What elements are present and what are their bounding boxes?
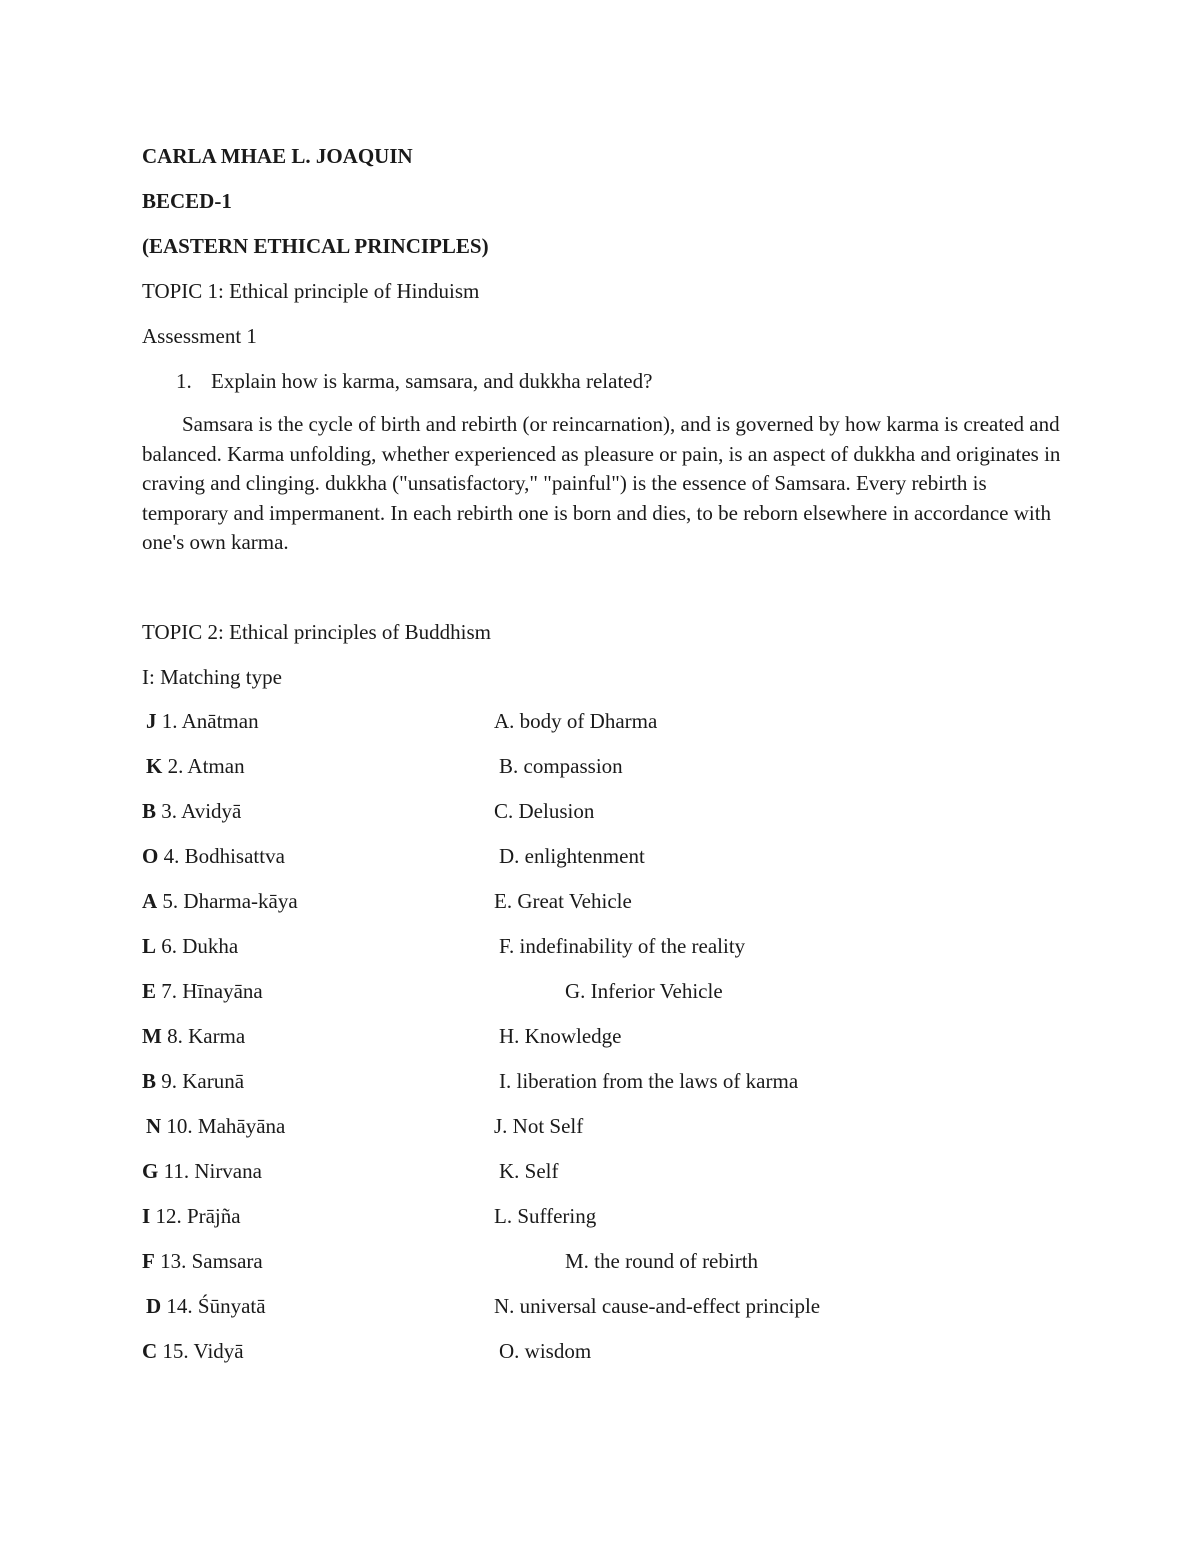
matching-item (142, 933, 238, 959)
matching-term: 5. Dharma-kāya (162, 889, 298, 913)
matching-option: C. Delusion (494, 799, 595, 823)
matching-answer: C (142, 1339, 158, 1363)
subject-title: (EASTERN ETHICAL PRINCIPLES) (142, 234, 489, 258)
matching-term: 3. Avidyā (161, 799, 242, 823)
matching-option: B. compassion (499, 754, 623, 778)
matching-option: G. Inferior Vehicle (565, 979, 723, 1003)
matching-answer: D (146, 1294, 162, 1318)
matching-type-label: I: Matching type (142, 665, 282, 689)
matching-item (142, 1158, 262, 1184)
matching-answer: J (146, 709, 157, 733)
matching-answer: M (142, 1024, 162, 1048)
matching-term: 1. Anātman (161, 709, 259, 733)
matching-term: 8. Karma (167, 1024, 246, 1048)
matching-term: 7. Hīnayāna (161, 979, 263, 1003)
matching-answer: L (142, 934, 157, 958)
matching-term: 15. Vidyā (162, 1339, 244, 1363)
matching-term: 12. Prājña (155, 1204, 241, 1228)
matching-term: 11. Nirvana (163, 1159, 262, 1183)
matching-option: H. Knowledge (499, 1024, 622, 1048)
matching-answer: K (146, 754, 163, 778)
matching-item (146, 708, 259, 734)
question-number: 1. (176, 369, 192, 393)
matching-item (142, 843, 285, 869)
question-text: Explain how is karma, samsara, and dukkha related? (211, 369, 653, 393)
matching-term: 6. Dukha (161, 934, 239, 958)
matching-answer: A (142, 889, 158, 913)
matching-answer: F (142, 1249, 155, 1273)
matching-term: 9. Karunā (161, 1069, 245, 1093)
matching-item (142, 1338, 244, 1364)
matching-item (146, 1293, 266, 1319)
matching-option: M. the round of rebirth (565, 1249, 759, 1273)
matching-option: N. universal cause-and-effect principle (494, 1294, 821, 1318)
matching-option: J. Not Self (494, 1114, 584, 1138)
answer-paragraph (142, 410, 1062, 558)
matching-term: 4. Bodhisattva (163, 844, 285, 868)
matching-option: A. body of Dharma (494, 709, 658, 733)
matching-term: 2. Atman (167, 754, 245, 778)
assessment-label: Assessment 1 (142, 324, 257, 348)
matching-item (142, 888, 298, 914)
matching-answer: B (142, 1069, 157, 1093)
matching-item (142, 1068, 244, 1094)
matching-item (146, 1113, 285, 1139)
matching-item (142, 1248, 263, 1274)
matching-answer: I (142, 1204, 151, 1228)
matching-option: K. Self (499, 1159, 559, 1183)
matching-option: O. wisdom (499, 1339, 592, 1363)
student-name: CARLA MHAE L. JOAQUIN (142, 144, 413, 168)
matching-option: I. liberation from the laws of karma (499, 1069, 799, 1093)
matching-item (142, 1203, 241, 1229)
matching-option: E. Great Vehicle (494, 889, 632, 913)
matching-item (142, 978, 263, 1004)
matching-term: 14. Śūnyatā (166, 1294, 266, 1318)
matching-answer: O (142, 844, 159, 868)
matching-answer: G (142, 1159, 159, 1183)
matching-option: L. Suffering (494, 1204, 597, 1228)
topic1-title: TOPIC 1: Ethical principle of Hinduism (142, 279, 480, 303)
matching-answer: B (142, 799, 157, 823)
matching-term: 10. Mahāyāna (166, 1114, 286, 1138)
matching-item (142, 798, 241, 824)
topic2-title: TOPIC 2: Ethical principles of Buddhism (142, 620, 492, 644)
matching-option: D. enlightenment (499, 844, 645, 868)
matching-term: 13. Samsara (160, 1249, 263, 1273)
answer-text: Samsara is the cycle of birth and rebirth (or reincarnation), and is governed by how karma is created and balanced. Karma unfolding, whether experienced as pleasure or pain, is an aspect of dukkha and originates in craving and clinging. dukkha ("unsatisfactory," "painful") is the essence of Samsara. Every rebirth is temporary and impermanent. In each rebirth one is born and dies, to be reborn elsewhere in accordance with one's own karma. (142, 412, 1061, 555)
section-label: BECED-1 (142, 189, 232, 213)
matching-item (142, 1023, 245, 1049)
matching-item (146, 753, 245, 779)
matching-option: F. indefinability of the reality (499, 934, 746, 958)
matching-answer: N (146, 1114, 162, 1138)
matching-answer: E (142, 979, 157, 1003)
